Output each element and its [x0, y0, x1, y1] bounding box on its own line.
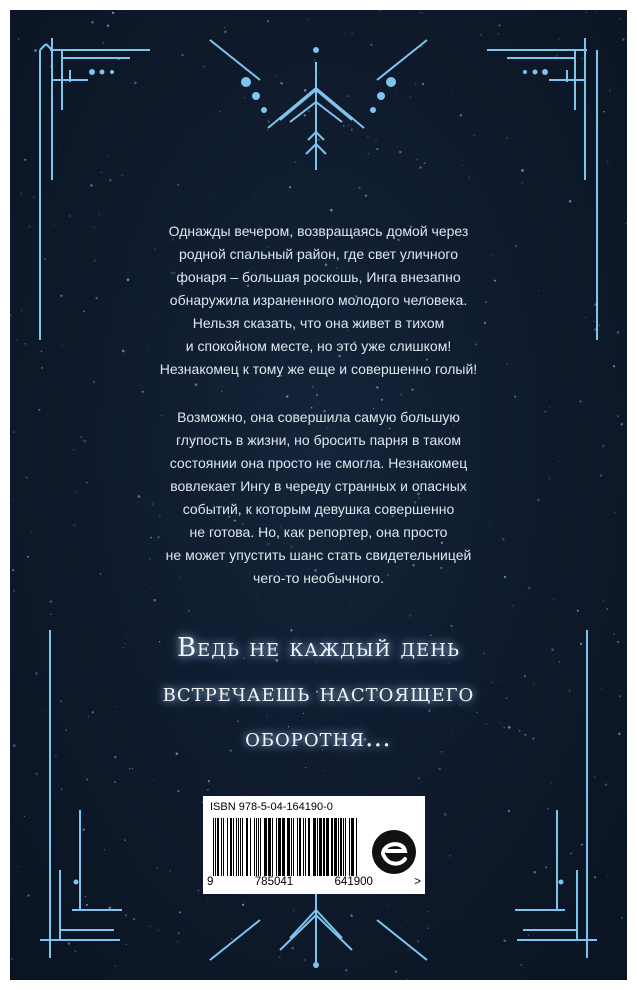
- blurb-line: Нельзя сказать, что она живет в тихом: [192, 315, 445, 331]
- blurb-line: вовлекает Ингу в череду странных и опасных: [170, 478, 467, 494]
- barcode-digit-group: 641900: [334, 876, 373, 888]
- blurb-line: событий, к которым девушка совершенно: [182, 501, 455, 517]
- book-back-cover: [10, 10, 627, 980]
- blurb-line: не может упустить шанс стать свидетельницей: [165, 547, 472, 563]
- blurb-paragraph-1: [30, 220, 607, 381]
- barcode-digit-group: >: [414, 876, 421, 888]
- tagline-line: встречаешь настоящего: [162, 678, 475, 708]
- blurb-line: родной спальный район, где свет уличного: [179, 246, 458, 262]
- tagline-line: оборотня…: [245, 723, 392, 753]
- tagline: [10, 626, 627, 761]
- barcode-digit-group: 9: [207, 876, 214, 888]
- blurb-line: Незнакомец к тому же еще и совершенно голый!: [159, 361, 478, 377]
- barcode-digit-group: 785041: [254, 876, 294, 888]
- isbn-label: ISBN 978-5-04-164190-0: [210, 801, 333, 813]
- barcode-digits: [207, 876, 421, 888]
- blurb-line: Возможно, она совершила самую большую: [177, 409, 460, 425]
- blurb-line: и спокойном месте, но это уже слишком!: [185, 338, 452, 354]
- blurb-line: глупость в жизни, но бросить парня в таком: [175, 432, 462, 448]
- blurb-line: не готова. Но, как репортер, она просто: [189, 524, 448, 540]
- tagline-line: Ведь не каждый день: [176, 633, 461, 663]
- eksmo-logo-icon: [370, 828, 418, 876]
- blurb-line: Однажды вечером, возвращаясь домой через: [168, 223, 469, 239]
- blurb-line: чего-то необычного.: [253, 570, 384, 586]
- blurb-line: состоянии она просто не смогла. Незнакомец: [169, 455, 468, 471]
- blurb-line: обнаружила израненного молодого человека.: [169, 292, 468, 308]
- blurb-line: фонаря – большая роскошь, Инга внезапно: [176, 269, 461, 285]
- barcode: [211, 818, 361, 876]
- blurb-paragraph-2: [30, 406, 607, 590]
